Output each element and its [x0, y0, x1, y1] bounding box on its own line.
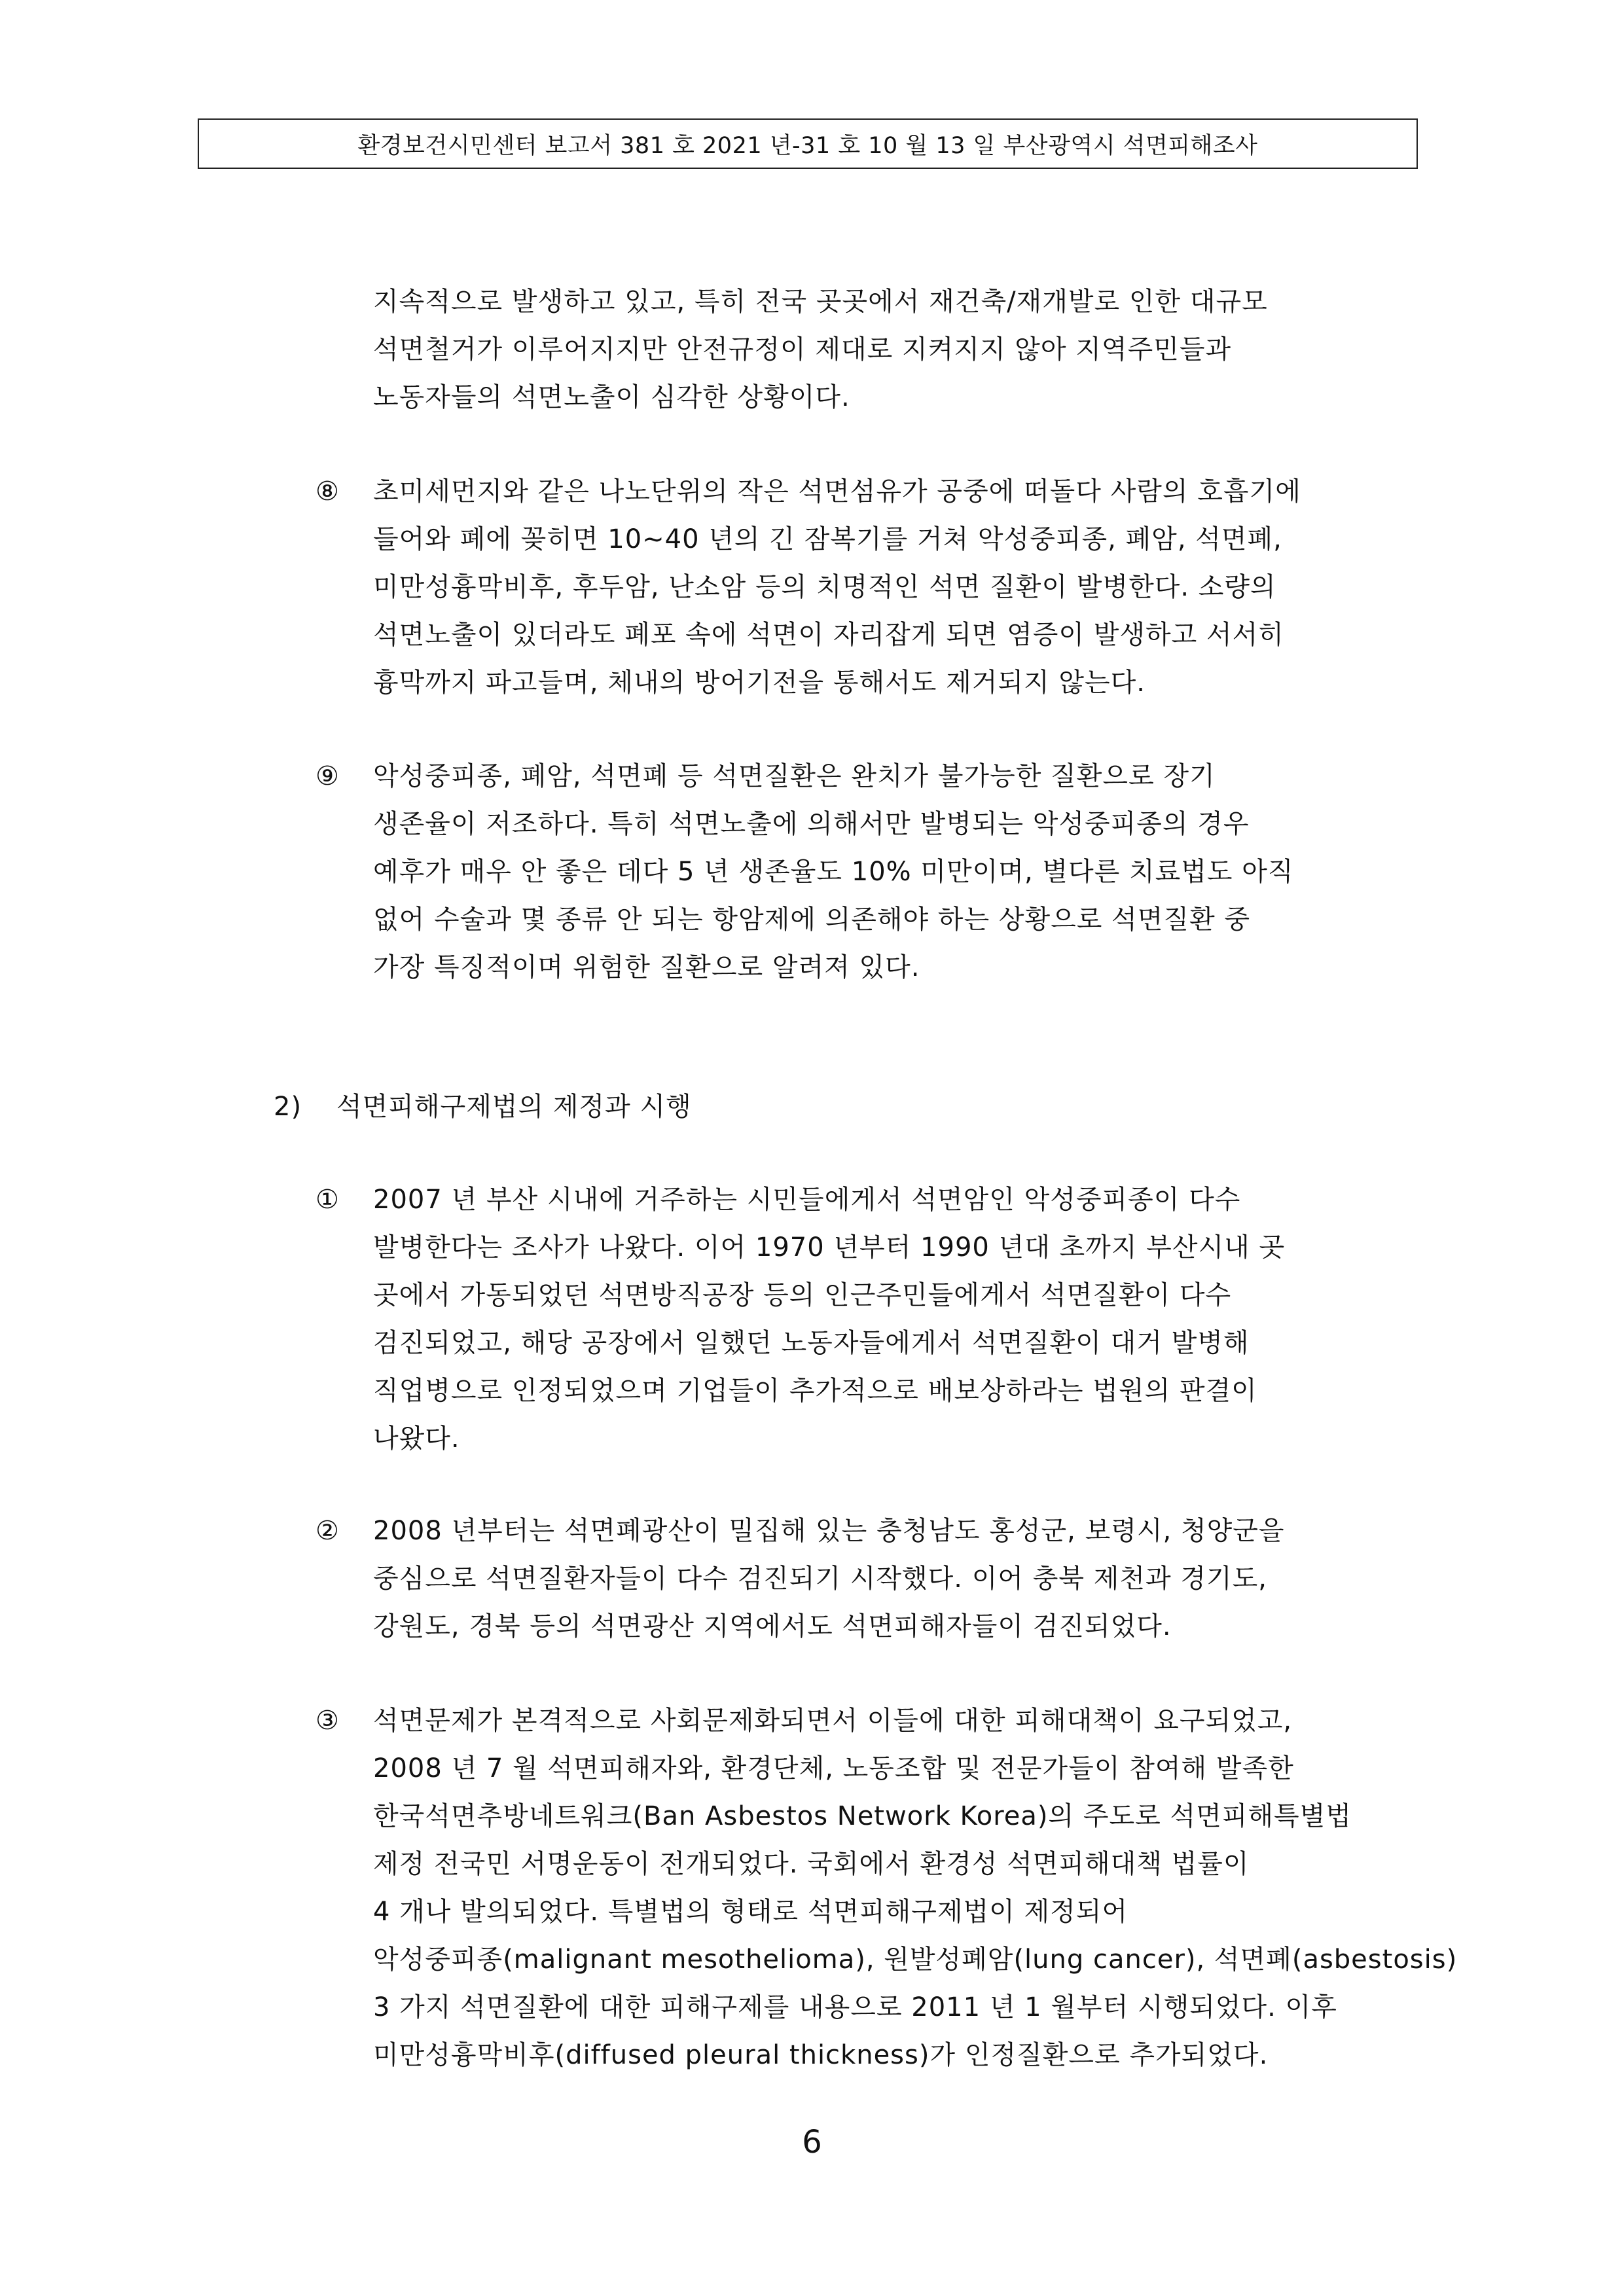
text-line: 가장 특징적이며 위험한 질환으로 알려져 있다. [373, 952, 920, 982]
item-marker-8: ⑧ [316, 476, 339, 507]
intro-paragraph [373, 278, 1407, 422]
text-line: 제정 전국민 서명운동이 전개되었다. 국회에서 환경성 석면피해대책 법률이 [373, 1849, 1250, 1879]
page-number: 6 [802, 2124, 822, 2161]
item-marker-3: ③ [316, 1706, 339, 1736]
item-3-paragraph [373, 1697, 1458, 2079]
text-line: 나왔다. [373, 1424, 460, 1454]
text-line: 예후가 매우 안 좋은 데다 5 년 생존율도 10% 미만이며, 별다른 치료법도 아직 [373, 857, 1294, 887]
text-line: 3 가지 석면질환에 대한 피해구제를 내용으로 2011 년 1 월부터 시행되었다. 이후 [373, 1992, 1337, 2022]
text-line: 초미세먼지와 같은 나노단위의 작은 석면섬유가 공중에 떠돌다 사람의 호흡기에 [373, 476, 1301, 507]
text-line: 미만성흉막비후, 후두암, 난소암 등의 치명적인 석면 질환이 발병한다. 소량의 [373, 572, 1276, 602]
text-line: 한국석면추방네트워크(Ban Asbestos Network Korea)의 주도로 석면피해특별법 [373, 1801, 1352, 1831]
item-marker-2: ② [316, 1516, 339, 1546]
text-line: 2008 년 7 월 석면피해자와, 환경단체, 노동조합 및 전문가들이 참여해 발족한 [373, 1753, 1294, 1784]
section-title: 석면피해구제법의 제정과 시행 [336, 1092, 692, 1122]
text-line: 검진되었고, 해당 공장에서 일했던 노동자들에게서 석면질환이 대거 발병해 [373, 1328, 1250, 1358]
text-line: 강원도, 경북 등의 석면광산 지역에서도 석면피해자들이 검진되었다. [373, 1611, 1172, 1641]
text-line: 곳에서 가동되었던 석면방직공장 등의 인근주민들에게서 석면질환이 다수 [373, 1280, 1232, 1310]
item-marker-9: ⑨ [316, 761, 339, 791]
section-number: 2) [274, 1092, 302, 1122]
text-line: 석면철거가 이루어지지만 안전규정이 제대로 지켜지지 않아 지역주민들과 [373, 334, 1232, 365]
report-header-text: 환경보건시민센터 보고서 381 호 2021 년-31 호 10 월 13 일 부산광역시 석면피해조사 [357, 132, 1258, 159]
text-line: 4 개나 발의되었다. 특별법의 형태로 석면피해구제법이 제정되어 [373, 1897, 1128, 1927]
text-line: 악성중피종(malignant mesothelioma), 원발성폐암(lung cancer), 석면폐(asbestosis) [373, 1945, 1458, 1975]
text-line: 노동자들의 석면노출이 심각한 상황이다. [373, 382, 850, 412]
text-line: 직업병으로 인정되었으며 기업들이 추가적으로 배보상하라는 법원의 판결이 [373, 1376, 1257, 1406]
item-marker-1: ① [316, 1185, 339, 1215]
text-line: 중심으로 석면질환자들이 다수 검진되기 시작했다. 이어 충북 제천과 경기도, [373, 1564, 1267, 1594]
item-9-paragraph [373, 753, 1407, 992]
text-line: 흉막까지 파고들며, 체내의 방어기전을 통해서도 제거되지 않는다. [373, 668, 1146, 698]
report-header [198, 118, 1418, 169]
text-line: 발병한다는 조사가 나왔다. 이어 1970 년부터 1990 년대 초까지 부산시내 곳 [373, 1232, 1286, 1263]
text-line: 미만성흉막비후(diffused pleural thickness)가 인정질환으로 추가되었다. [373, 2040, 1269, 2070]
text-line: 석면노출이 있더라도 폐포 속에 석면이 자리잡게 되면 염증이 발생하고 서서히 [373, 620, 1284, 650]
section-heading [274, 1083, 692, 1131]
item-2-paragraph [373, 1507, 1407, 1651]
item-1-paragraph [373, 1176, 1407, 1463]
text-line: 들어와 폐에 꽂히면 10~40 년의 긴 잠복기를 거쳐 악성중피종, 폐암, 석면폐, [373, 524, 1282, 554]
text-line: 2008 년부터는 석면폐광산이 밀집해 있는 충청남도 홍성군, 보령시, 청양군을 [373, 1516, 1285, 1546]
item-8-paragraph [373, 468, 1407, 707]
text-line: 지속적으로 발생하고 있고, 특히 전국 곳곳에서 재건축/재개발로 인한 대규모 [373, 287, 1268, 317]
text-line: 생존율이 저조하다. 특히 석면노출에 의해서만 발병되는 악성중피종의 경우 [373, 809, 1250, 839]
text-line: 2007 년 부산 시내에 거주하는 시민들에게서 석면암인 악성중피종이 다수 [373, 1185, 1241, 1215]
text-line: 석면문제가 본격적으로 사회문제화되면서 이들에 대한 피해대책이 요구되었고, [373, 1706, 1293, 1736]
text-line: 악성중피종, 폐암, 석면폐 등 석면질환은 완치가 불가능한 질환으로 장기 [373, 761, 1216, 791]
text-line: 없어 수술과 몇 종류 안 되는 항암제에 의존해야 하는 상황으로 석면질환 중 [373, 905, 1251, 935]
